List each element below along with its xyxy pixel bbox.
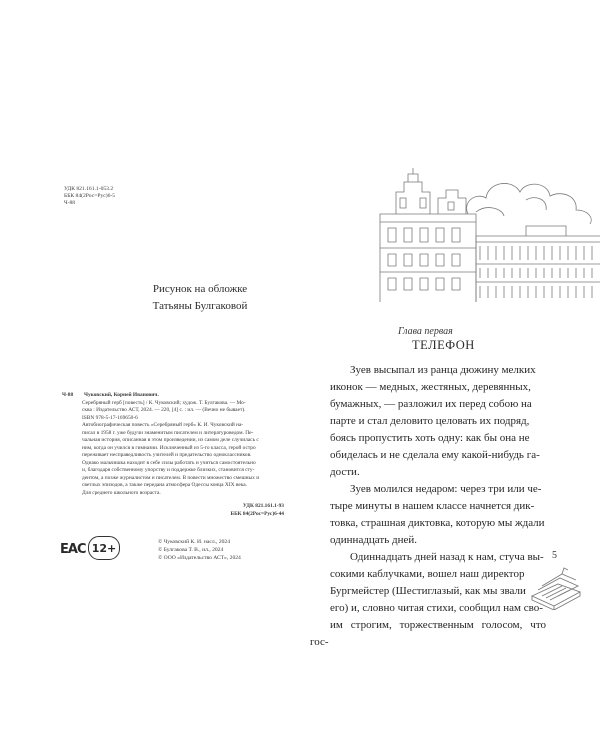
biblio-code: Ч-88: [62, 392, 74, 398]
text-line: парте и стал деловито целовать их подряд,: [330, 415, 530, 427]
text-line: Бургмейстер (Шестиглазый, как мы звали: [330, 585, 526, 597]
biblio-line: дентом, а позже журналистом и писателем. В повести множество смешных и: [82, 474, 260, 481]
biblio-line: переживает несправедливость учителей и предательство одноклассников.: [82, 452, 252, 458]
eac-label: ЕАС: [60, 542, 86, 557]
biblio-line: ним, когда он учился в гимназии. Исключенный из 5-го класса, герой остро: [82, 444, 256, 451]
biblio-body: [62, 400, 284, 498]
biblio-line: сква : Издательство АСТ, 2024. — 220, [4] с. : ил. — (Вечно не бывает).: [82, 407, 246, 413]
building-right-icon: [476, 226, 600, 302]
biblio-bbk: ББК 84(2Рос=Рус)6-44: [230, 510, 284, 517]
page-number: 5: [552, 550, 557, 561]
text-line: боясь пропустить хоть одну: как бы она не: [330, 432, 530, 444]
biblio-line: Для среднего школьного возраста.: [82, 489, 161, 496]
code-top: Ч-88: [64, 200, 76, 206]
copyright-line: © Булгакова Т. В., ил., 2024: [158, 547, 224, 553]
text-line: тыре минуты в нашем классе начнется дик-: [330, 500, 535, 512]
biblio-line: чальная история, описанная в этом произведении, из самом деле случилась с: [82, 437, 259, 443]
copyright-block: [158, 538, 288, 562]
text-line: обиделась и не сделала ему какой-нибудь га-: [330, 449, 540, 461]
cover-credit-line-2: Татьяны Булгаковой: [152, 300, 248, 312]
cover-credit: [100, 281, 300, 315]
copyright-line: © Чуковский К. И. насл., 2024: [158, 539, 231, 545]
books-icon: [528, 566, 584, 610]
classification-block: [64, 186, 184, 207]
text-line: Одиннадцать дней назад к нам, стуча вы-: [350, 551, 544, 563]
building-illustration: [376, 152, 600, 302]
biblio-line: Однако мальчишка находит в себе силы работать и учиться самостоятельно: [82, 459, 256, 466]
text-line: его) и, словно читая стихи, сообщил нам сво-: [330, 602, 543, 614]
cloud-icon: [467, 183, 592, 224]
text-line: иконок — медных, жестяных, деревянных,: [330, 381, 531, 393]
paragraph: [310, 549, 546, 651]
age-rating-text: 12+: [91, 541, 117, 555]
paragraph: [330, 481, 546, 549]
paragraph: [330, 362, 546, 481]
text-line: сокими каблучками, вошел наш директор: [330, 568, 525, 580]
bbk-top: ББК 84(2Рос=Рус)6-5: [64, 193, 116, 199]
eac-mark: [60, 540, 86, 560]
chapter-text: [310, 362, 546, 651]
text-line: Зуев высыпал из ранца дюжину мелких: [350, 364, 536, 376]
building-left-icon: [380, 168, 476, 302]
chapter-label: Глава первая: [398, 326, 453, 337]
udk-top: УДК 821.161.1-053.2: [64, 186, 114, 192]
biblio-line: писал в 1958 г. уже будучи знаменитым писателем и литературоведом. Пе-: [82, 429, 254, 436]
biblio-author-line: [62, 392, 284, 400]
age-rating-badge: [88, 536, 120, 560]
cover-credit-line-1: Рисунок на обложке: [152, 283, 248, 295]
text-line: Зуев молился недаром: через три или че-: [350, 483, 542, 495]
biblio-line: светлых эпизодов, а также передана атмосфера Одессы конца XIX века.: [82, 482, 248, 488]
text-line: дости.: [330, 466, 360, 478]
text-line: им строгим, торжественным голосом, что гос-: [310, 619, 546, 648]
biblio-line: Автобиографическая повесть «Серебряный герб» К. И. Чуковский на-: [82, 422, 244, 428]
biblio-isbn: ISBN 978-5-17-169650-6: [82, 414, 138, 421]
biblio-author: Чуковский, Корней Иванович.: [84, 392, 159, 398]
biblio-line: Серебряный герб [повесть] / К. Чуковский; худож. Т. Булгакова. — Мо-: [82, 399, 246, 406]
biblio-udk: УДК 821.161.1-93: [242, 503, 284, 509]
copyright-line: © ООО «Издательство АСТ», 2024: [158, 555, 241, 561]
text-line: товка, страшная диктовка, которую мы ждали: [330, 517, 545, 529]
bibliographic-record: [62, 392, 284, 518]
text-line: бумажных, — разложил их перед собою на: [330, 398, 532, 410]
chapter-header: [340, 326, 540, 353]
biblio-line: и, благодаря собственному упорству и поддержке близких, становится сту-: [82, 467, 255, 473]
chapter-title: ТЕЛЕФОН: [412, 338, 475, 352]
text-line: одиннадцать дней.: [330, 534, 417, 546]
